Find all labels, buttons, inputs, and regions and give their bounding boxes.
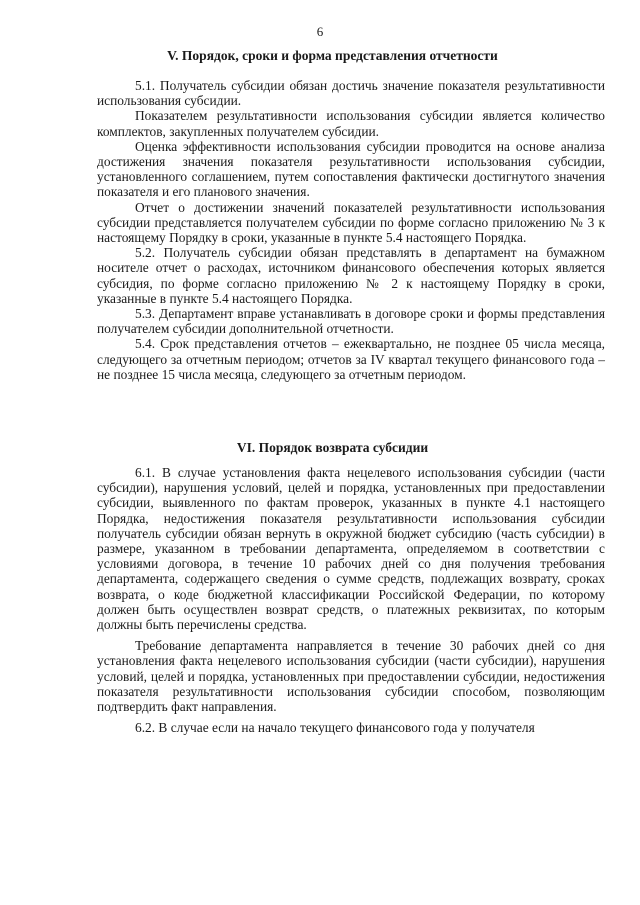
paragraph-5-1-report: Отчет о достижении значений показателей результативности использования субсидии представляется получателем субсидии по форме согласно приложению № 3 к настоящему Порядку в сроки, указанные в пункте 5.4 настоящего Порядка. <box>97 199 605 246</box>
section-6-heading: VI. Порядок возврата субсидии <box>236 440 429 455</box>
paragraph-6-1-requirement: Требование департамента направляется в течение 30 рабочих дней со дня установления факта нецелевого использования субсидии (части субсидии), нарушения условий, целей и порядка, установленных при предоставлении субсидии, недостижения показателя результативности использования субсидии способом, позволяющим подтвердить факт направления. <box>97 638 605 715</box>
paragraph-5-4: 5.4. Срок представления отчетов – ежеквартально, не позднее 05 числа месяца, следующего за отчетным периодом; отчетов за IV квартал текущего финансового года – не позднее 15 числа месяца, следующего за отчетным периодом. <box>97 336 605 382</box>
paragraph-5-3: 5.3. Департамент вправе устанавливать в договоре сроки и формы представления получателем субсидии дополнительной отчетности. <box>97 306 605 337</box>
paragraph-6-1: 6.1. В случае установления факта нецелевого использования субсидии (части субсидии), нарушения условий, целей и порядка, установленных при предоставлении субсидии, выявленного по фактам проверок, указанных в пункте 4.1 настоящего Порядка, недостижения показателя результативности использования субсидии получатель субсидии обязан вернуть в окружной бюджет субсидию (часть субсидии) в размере, указанном в требовании департамента, определяемом в соответствии с условиями договора, в течение 10 рабочих дней со дня получения требования департамента, содержащего сведения о сумме средств, подлежащих возврату, сроках возврата, о коде бюджетной классификации Российской Федерации, по которому должен быть осуществлен возврат средств, о платежных реквизитах, по которым должны быть перечислены средства. <box>97 465 605 633</box>
section-6-body <box>97 465 605 735</box>
section-5-body <box>97 78 605 382</box>
paragraph-5-2: 5.2. Получатель субсидии обязан представлять в департамент на бумажном носителе отчет о расходах, источником финансового обеспечения которых является субсидия, по форме согласно приложению № 2 к настоящему Порядку в сроки, указанные в пункте 5.4 настоящего Порядка. <box>97 245 605 306</box>
paragraph-6-2: 6.2. В случае если на начало текущего финансового года у получателя <box>135 720 535 736</box>
paragraph-5-1-indicator: Показателем результативности использования субсидии является количество комплектов, закупленных получателем субсидии. <box>97 108 605 139</box>
page-number: 6 <box>316 24 324 39</box>
paragraph-5-1-evaluation: Оценка эффективности использования субсидии проводится на основе анализа достижения значения показателя результативности использования субсидии, установленного соглашением, путем сопоставления фактически достигнутого значения показателя и его планового значения. <box>97 138 605 200</box>
section-5-heading: V. Порядок, сроки и форма представления отчетности <box>167 48 498 63</box>
paragraph-5-1: 5.1. Получатель субсидии обязан достичь значение показателя результативности использования субсидии. <box>97 78 605 109</box>
